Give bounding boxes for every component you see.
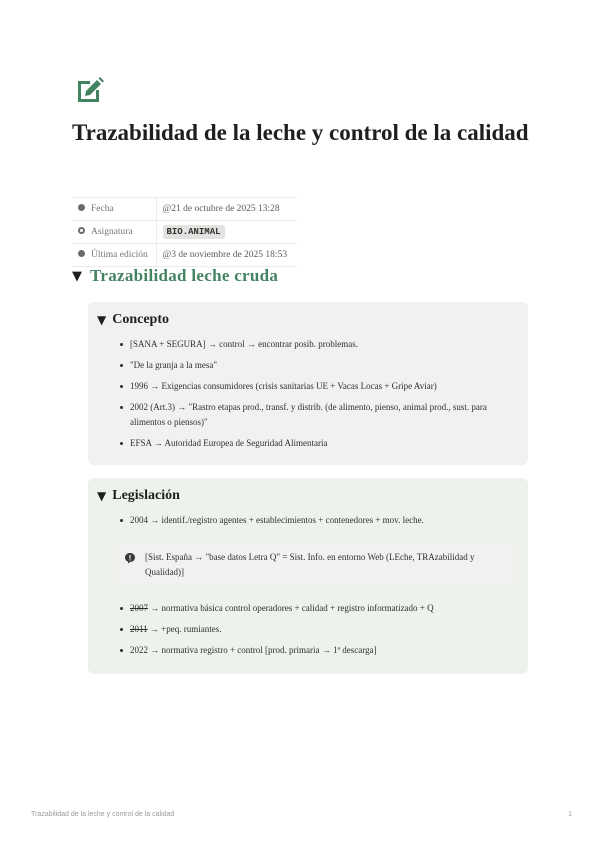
concepto-block (88, 302, 528, 465)
footer-title: Trazabilidad de la leche y control de la calidad (31, 811, 175, 818)
list-item: "De la granja a la mesa" (88, 358, 528, 373)
property-value: @3 de noviembre de 2025 18:53 (162, 250, 288, 260)
toggle-triangle-icon[interactable]: ▼ (97, 489, 107, 503)
legislacion-toggle[interactable] (97, 488, 180, 504)
list-item: EFSA → Autoridad Europea de Seguridad Alimentaria (88, 436, 528, 451)
page-title: Trazabilidad de la leche y control de la calidad (72, 120, 529, 145)
list-item-text: 2022 → normativa registro + control [prod. primaria → 1ª descarga] (130, 645, 377, 655)
toggle-triangle-icon[interactable]: ▼ (72, 268, 82, 284)
property-row-fecha[interactable] (72, 198, 297, 221)
legislacion-heading: Legislación (112, 488, 180, 503)
page-number: 1 (568, 811, 572, 818)
list-item (88, 622, 528, 637)
property-key: Última edición (91, 250, 148, 260)
speech-bubble-icon (124, 552, 136, 564)
list-item-text: → normativa básica control operadores + calidad + registro informatizado + Q (148, 603, 434, 613)
property-row-asignatura[interactable] (72, 221, 297, 244)
legislacion-list-top (88, 513, 528, 528)
list-item (88, 601, 528, 616)
concepto-list (88, 337, 528, 451)
property-row-ultima-edicion[interactable] (72, 244, 297, 267)
clock-dot-icon (78, 250, 85, 257)
property-key: Asignatura (91, 227, 133, 237)
list-item (88, 643, 528, 658)
list-item-text: → +peq. rumiantes. (147, 624, 222, 634)
struck-year: 2011 (130, 624, 148, 634)
callout (113, 543, 518, 587)
list-item: 2004 → identif./registro agentes + establecimientos + contenedores + mov. leche. (88, 513, 528, 528)
property-value[interactable]: @21 de octubre de 2025 13:28 (162, 204, 280, 214)
concepto-toggle[interactable] (97, 312, 169, 328)
concepto-heading: Concepto (112, 312, 170, 327)
section-heading: Trazabilidad leche cruda (90, 266, 279, 285)
callout-text: [Sist. España → "base datos Letra Q" = Sist. Info. en entorno Web (LEche, TRAzabilidad y Qualidad)] (145, 552, 475, 577)
subject-tag[interactable]: BIO.ANIMAL (163, 225, 225, 239)
struck-year: 2007 (130, 603, 148, 613)
list-item: [SANA + SEGURA] → control → encontrar posib. problemas. (88, 337, 528, 352)
select-ring-icon (78, 227, 85, 234)
legislacion-list-bottom (88, 601, 528, 658)
calendar-dot-icon (78, 204, 85, 211)
legislacion-block (88, 478, 528, 674)
list-item: 2002 (Art.3) → "Rastro etapas prod., transf. y distrib. (de alimento, pienso, animal prod., sust. para alimentos o piensos)" (88, 400, 528, 430)
toggle-triangle-icon[interactable]: ▼ (97, 313, 107, 327)
edit-note-icon (74, 74, 106, 106)
list-item: 1996 → Exigencias consumidores (crisis sanitarias UE + Vacas Locas + Gripe Aviar) (88, 379, 528, 394)
section-toggle-trazabilidad[interactable] (72, 266, 278, 286)
properties-table (72, 197, 297, 267)
property-key: Fecha (91, 204, 114, 214)
